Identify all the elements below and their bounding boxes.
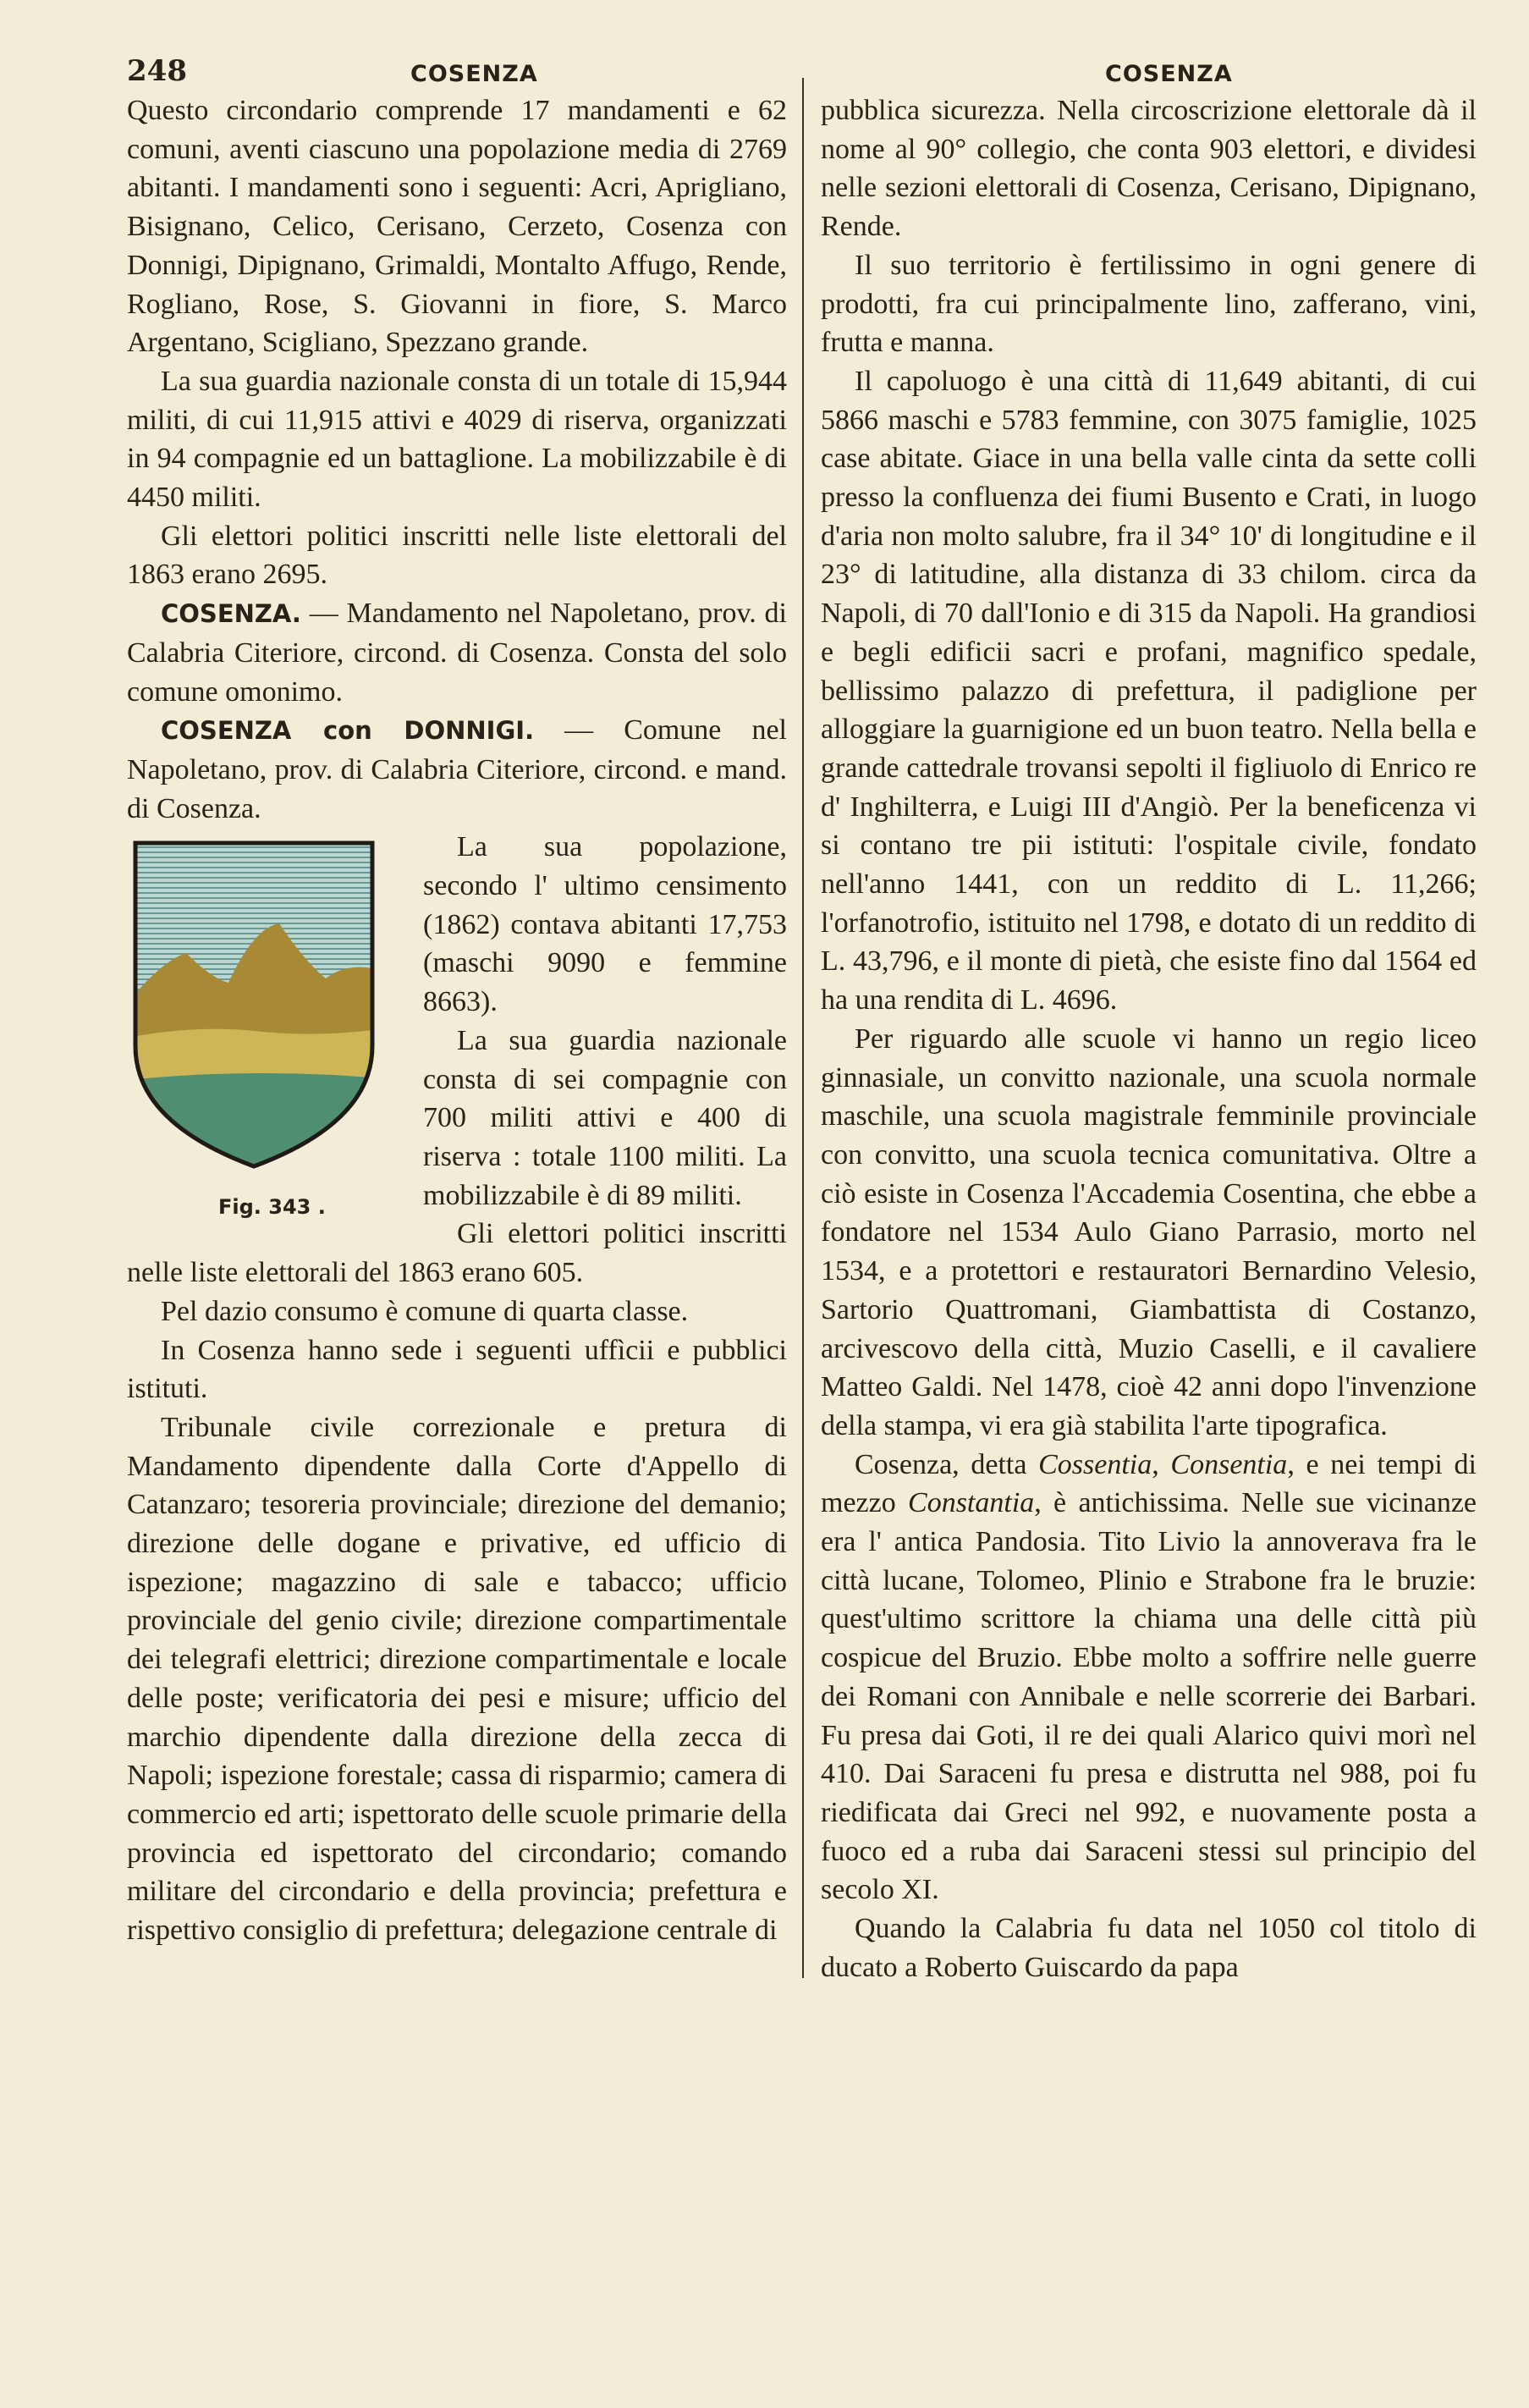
paragraph: Gli elettori politici inscritti nelle liste elettorali del 1863 erano 605. (127, 1218, 787, 1289)
left-column (127, 91, 787, 1950)
text-run: , è antichissima. Nelle sue vicinanze era l' antica Pandosia. Tito Livio la annoverava fra le città lucane, Tolomeo, Plinio e Strabone fra le bruzie: quest'ultimo scrittore la chiama una delle città più cospicue del Bruzio. Ebbe molto a soffrire nelle guerre dei Romani con Annibale e nelle scorrerie dei Barbari. Fu presa dai Goti, il re dei quali Alarico quivi morì nel 410. Dai Saraceni fu presa e distrutta nel 988, poi fu riedificata dai Greci nel 992, e nuovamente posta a fuoco ed a ruba dai Saraceni stessi sul principio del secolo XI. (821, 1487, 1477, 1906)
paragraph: In Cosenza hanno sede i seguenti uffìcii e pubblici istituti. (127, 1334, 787, 1405)
paragraph: Tribunale civile correzionale e pretura di Mandamento dipendente dalla Corte d'Appello di Catanzaro; tesoreria provinciale; direzione del demanio; direzione delle dogane e privative, ed ufficio di ispezione; magazzino di sale e tabacco; ufficio provinciale del genio civile; direzione compartimentale dei telegrafi elettrici; direzione compartimentale e locale delle poste; verificatoria dei pesi e misure; ufficio del marchio dipendente dalla direzione della zecca di Napoli; ispezione forestale; cassa di risparmio; camera di commercio ed arti; ispettorato delle scuole primarie della provincia ed ispettorato del circondario; comando militare del circondario e della provincia; prefettura e rispettivo consiglio di prefettura; delegazione centrale di (127, 1411, 787, 1947)
paragraph (127, 711, 787, 828)
left-running-header: COSENZA (410, 61, 538, 87)
paragraph: Questo circondario comprende 17 mandamenti e 62 comuni, aventi ciascuno una popolazione media di 2769 abitanti. I mandamenti sono i seguenti: Acri, Aprigliano, Bisignano, Celico, Cerisano, Cerzeto, Cosenza con Donnigi, Dipignano, Grimaldi, Montalto Affugo, Rende, Rogliano, Rose, S. Giovanni in fiore, S. Marco Argentano, Scigliano, Spezzano grande. (127, 95, 787, 359)
coat-of-arms-figure (127, 835, 406, 1232)
paragraph: Per riguardo alle scuole vi hanno un regio liceo ginnasiale, un convitto nazionale, una scuola normale maschile, una scuola magistrale femminile provinciale con convitto, una scuola tecnica comunitativa. Oltre a ciò esiste in Cosenza l'Accademia Cosentina, che ebbe a fondatore nel 1534 Aulo Giano Parrasio, morto nel 1534, e a protettori e restauratori Bernardino Velesio, Sartorio Quattromani, Giambattista di Costanzo, arcivescovo della città, Muzio Caselli, e il cavaliere Matteo Galdi. Nel 1478, cioè 42 anni dopo l'invenzione della stampa, vi era già stabilita l'arte tipografica. (821, 1022, 1477, 1441)
paragraph: Pel dazio consumo è comune di quarta classe. (161, 1295, 689, 1327)
right-running-header: COSENZA (1105, 61, 1233, 87)
figure-caption: Fig. 343 . (218, 1195, 326, 1220)
paragraph: La sua guardia nazionale consta di un totale di 15,944 militi, di cui 11,915 attivi e 4029 di riserva, organizzati in 94 compagnie ed un battaglione. La mobilizzabile è di 4450 militi. (127, 365, 787, 514)
text-run: Cosenza, detta (855, 1448, 1039, 1480)
entry-text: — Comune nel Napoletano, prov. di Calabria Citeriore, circond. e mand. di Cosenza. (127, 714, 787, 824)
paragraph: La sua popolazione, secondo l' ultimo censimento (1862) contava abitanti 17,753 (maschi 9090 e femmine 8663). (423, 831, 787, 1018)
italic-name: Consentia (1170, 1448, 1288, 1480)
page-number: 248 (127, 54, 187, 88)
text-run: , e nei tempi di mezzo (821, 1448, 1477, 1519)
paragraph: La sua guardia nazionale consta di sei compagnie con 700 militi attivi e 400 di riserva : totale 1100 militi. La mobilizzabile è di 89 militi. (423, 1024, 787, 1211)
entry-heading: COSENZA con DONNIGI. (161, 716, 535, 746)
paragraph: Quando la Calabria fu data nel 1050 col titolo di ducato a Roberto Guiscardo da papa (821, 1913, 1477, 1983)
entry-text: — Mandamento nel Napoletano, prov. di Calabria Citeriore, circond. di Cosenza. Consta del solo comune omonimo. (127, 598, 787, 708)
right-column (821, 91, 1477, 1986)
paragraph (127, 594, 787, 711)
italic-name: Cossentia (1038, 1448, 1152, 1480)
paragraph (821, 1446, 1477, 1909)
coat-of-arms-shield (127, 835, 381, 1173)
italic-name: Constantia (908, 1487, 1035, 1519)
paragraph: Il suo territorio è fertilissimo in ogni genere di prodotti, fra cui principalmente lino, zafferano, vini, frutta e manna. (821, 249, 1477, 359)
paragraph: Gli elettori politici inscritti nelle liste elettorali del 1863 erano 2695. (127, 520, 787, 591)
text-run: , (1152, 1448, 1171, 1480)
paragraph: pubblica sicurezza. Nella circoscrizione elettorale dà il nome al 90° collegio, che conta 903 elettori, e dividesi nelle sezioni elettorali di Cosenza, Cerisano, Dipignano, Rende. (821, 95, 1477, 243)
paragraph: Il capoluogo è una città di 11,649 abitanti, di cui 5866 maschi e 5783 femmine, con 3075 famiglie, 1025 case abitate. Giace in una bella valle cinta da sette colli presso la confluenza dei fiumi Busento e Crati, in luogo d'aria non molto salubre, fra il 34° 10' di longitudine e il 23° di latitudine, alla distanza di 33 chilom. circa da Napoli, di 70 dall'Ionio e di 315 da Napoli. Ha grandiosi e begli edificii sacri e profani, magnifico spedale, bellissimo palazzo di prefettura, il padiglione per alloggiare la guarnigione ed un buon teatro. Nella bella e grande cattedrale trovansi sepolti il figliuolo di Enrico re d' Inghilterra, e Luigi III d'Angiò. Per la beneficenza vi si contano tre pii istituti: l'ospitale civile, fondato nell'anno 1441, con un reddito di L. 11,266; l'orfanotrofio, istituito nel 1798, e dotato di un reddito di L. 43,796, e il monte di pietà, che esiste fino dal 1564 ed ha una rendita di L. 4696. (821, 365, 1477, 1017)
entry-heading: COSENZA. (161, 599, 301, 629)
column-divider (802, 78, 804, 1978)
